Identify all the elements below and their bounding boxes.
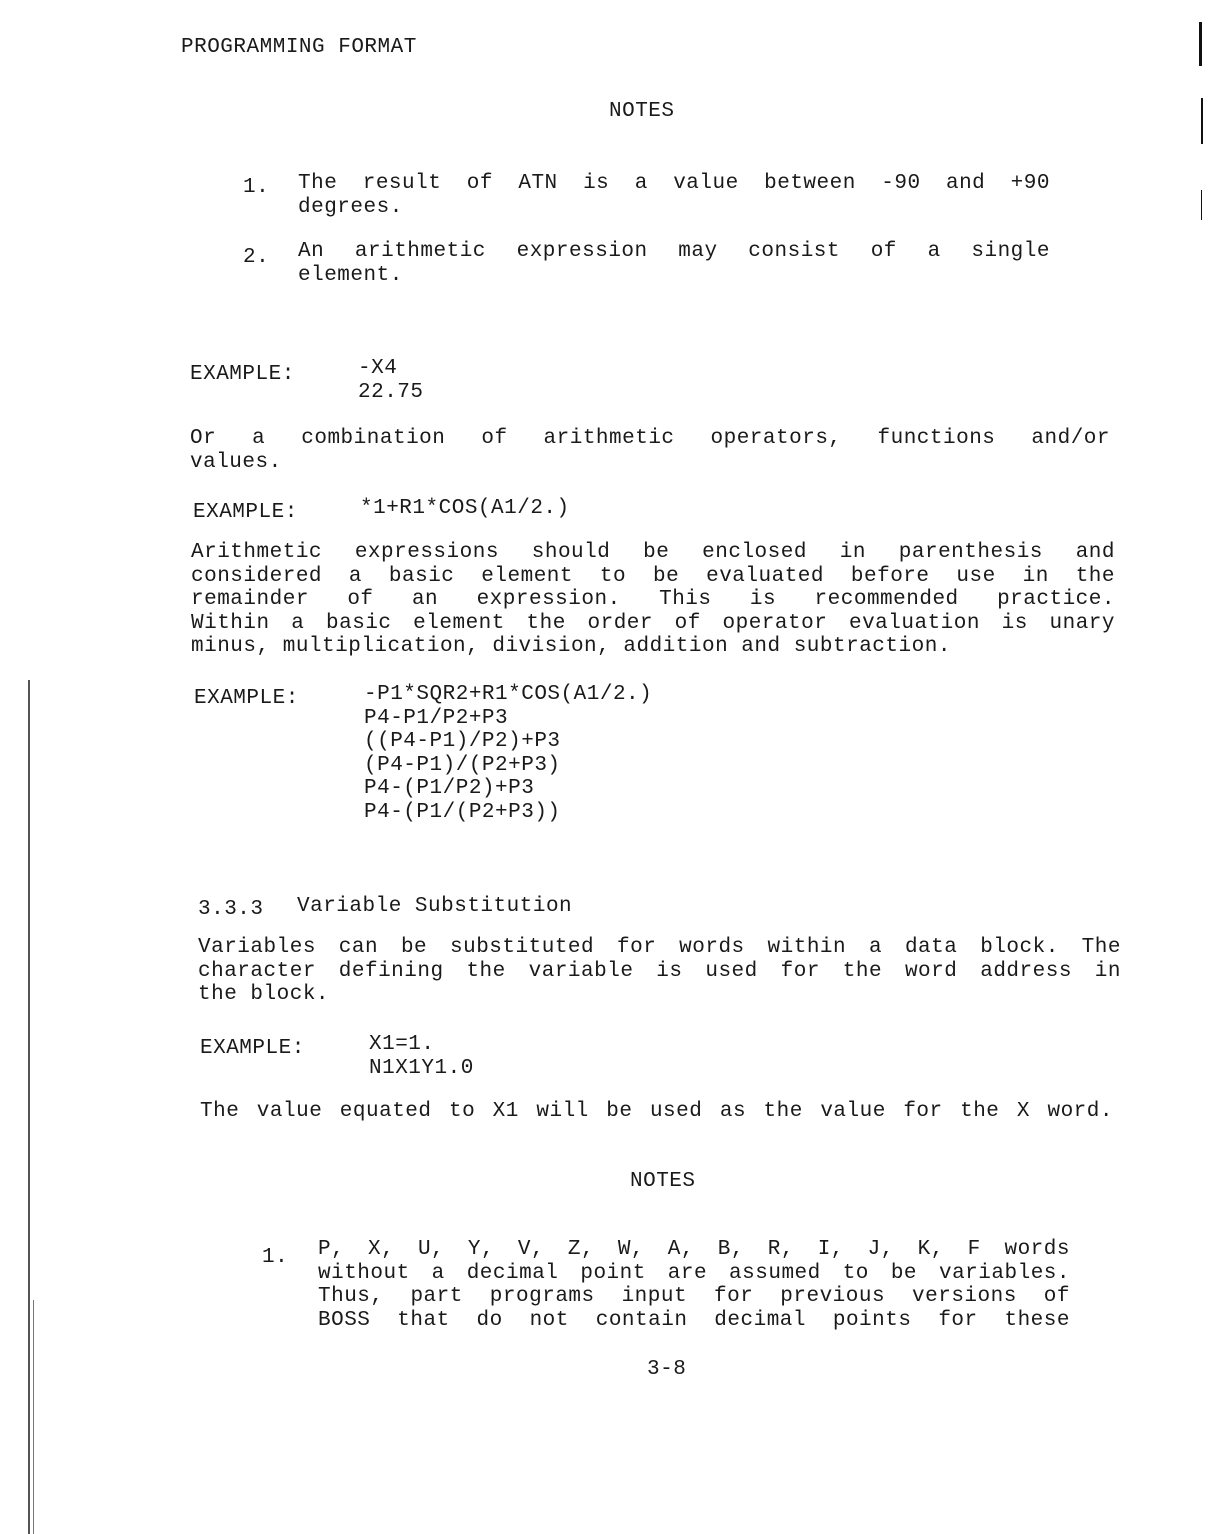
body-paragraph	[191, 541, 1115, 659]
code-line: 22.75	[358, 380, 424, 404]
code-line: -P1*SQR2+R1*COS(A1/2.)	[364, 683, 653, 706]
paragraph-line: the block.	[198, 983, 330, 1006]
note-text	[298, 240, 1050, 287]
note-line: Thus, part programs input for previous versions of	[318, 1285, 1070, 1308]
example-code	[364, 683, 652, 824]
page-number: 3-8	[647, 1358, 687, 1381]
example-label: EXAMPLE:	[200, 1037, 305, 1060]
scan-edge-mark	[1201, 98, 1203, 144]
notes-heading: NOTES	[609, 100, 675, 123]
scan-edge-mark	[1201, 190, 1202, 220]
note-line: BOSS that do not contain decimal points for these	[318, 1308, 1070, 1332]
example-code	[358, 357, 424, 404]
code-line: (P4-P1)/(P2+P3)	[364, 753, 561, 777]
note-line: without a decimal point are assumed to be variables.	[318, 1261, 1070, 1285]
paragraph-line: minus, multiplication, division, addition and subtraction.	[191, 635, 951, 658]
code-line: N1X1Y1.0	[369, 1056, 474, 1080]
code-line: P4-(P1/(P2+P3))	[364, 800, 561, 824]
example-label: EXAMPLE:	[194, 687, 299, 710]
code-line: -X4	[358, 357, 398, 380]
scan-edge-mark	[33, 1300, 34, 1534]
paragraph-line: considered a basic element to be evaluated before use in the	[191, 564, 1115, 588]
note-line: P, X, U, Y, V, Z, W, A, B, R, I, J, K, F words	[318, 1238, 1070, 1261]
note-line: element.	[298, 263, 403, 287]
paragraph-line: remainder of an expression. This is recommended practice.	[191, 588, 1115, 611]
paragraph-line: Variables can be substituted for words within a data block. The	[198, 936, 1121, 959]
body-paragraph	[200, 1100, 1113, 1124]
body-paragraph	[190, 427, 1110, 474]
scan-edge-mark	[28, 680, 30, 1534]
note-number: 1.	[262, 1246, 289, 1269]
note-line: An arithmetic expression may consist of a single	[298, 240, 1050, 263]
note-text	[298, 172, 1050, 219]
note-number: 2.	[243, 246, 270, 269]
paragraph-line: Or a combination of arithmetic operators, functions and/or	[190, 427, 1110, 450]
note-text	[318, 1238, 1070, 1332]
paragraph-line: character defining the variable is used for the word address in	[198, 959, 1121, 983]
paragraph-line: The value equated to X1 will be used as the value for the X word.	[200, 1100, 1113, 1123]
example-label: EXAMPLE:	[193, 501, 298, 524]
body-paragraph	[198, 936, 1121, 1007]
running-head: PROGRAMMING FORMAT	[181, 36, 417, 59]
code-line: X1=1.	[369, 1033, 435, 1056]
paragraph-line: values.	[190, 450, 282, 474]
code-line: P4-(P1/P2)+P3	[364, 777, 535, 800]
code-line: ((P4-P1)/P2)+P3	[364, 730, 561, 753]
section-title: Variable Substitution	[297, 895, 573, 918]
notes-heading: NOTES	[630, 1170, 696, 1193]
section-number: 3.3.3	[198, 898, 264, 921]
code-line: *1+R1*COS(A1/2.)	[360, 497, 570, 520]
note-line: The result of ATN is a value between -90 and +90	[298, 172, 1050, 195]
example-code	[369, 1033, 474, 1080]
paragraph-line: Arithmetic expressions should be enclosed in parenthesis and	[191, 541, 1115, 564]
code-line: P4-P1/P2+P3	[364, 706, 509, 730]
scan-edge-mark	[1199, 22, 1202, 66]
note-line: degrees.	[298, 195, 403, 219]
example-label: EXAMPLE:	[190, 363, 295, 386]
paragraph-line: Within a basic element the order of operator evaluation is unary	[191, 611, 1115, 635]
note-number: 1.	[243, 176, 270, 199]
